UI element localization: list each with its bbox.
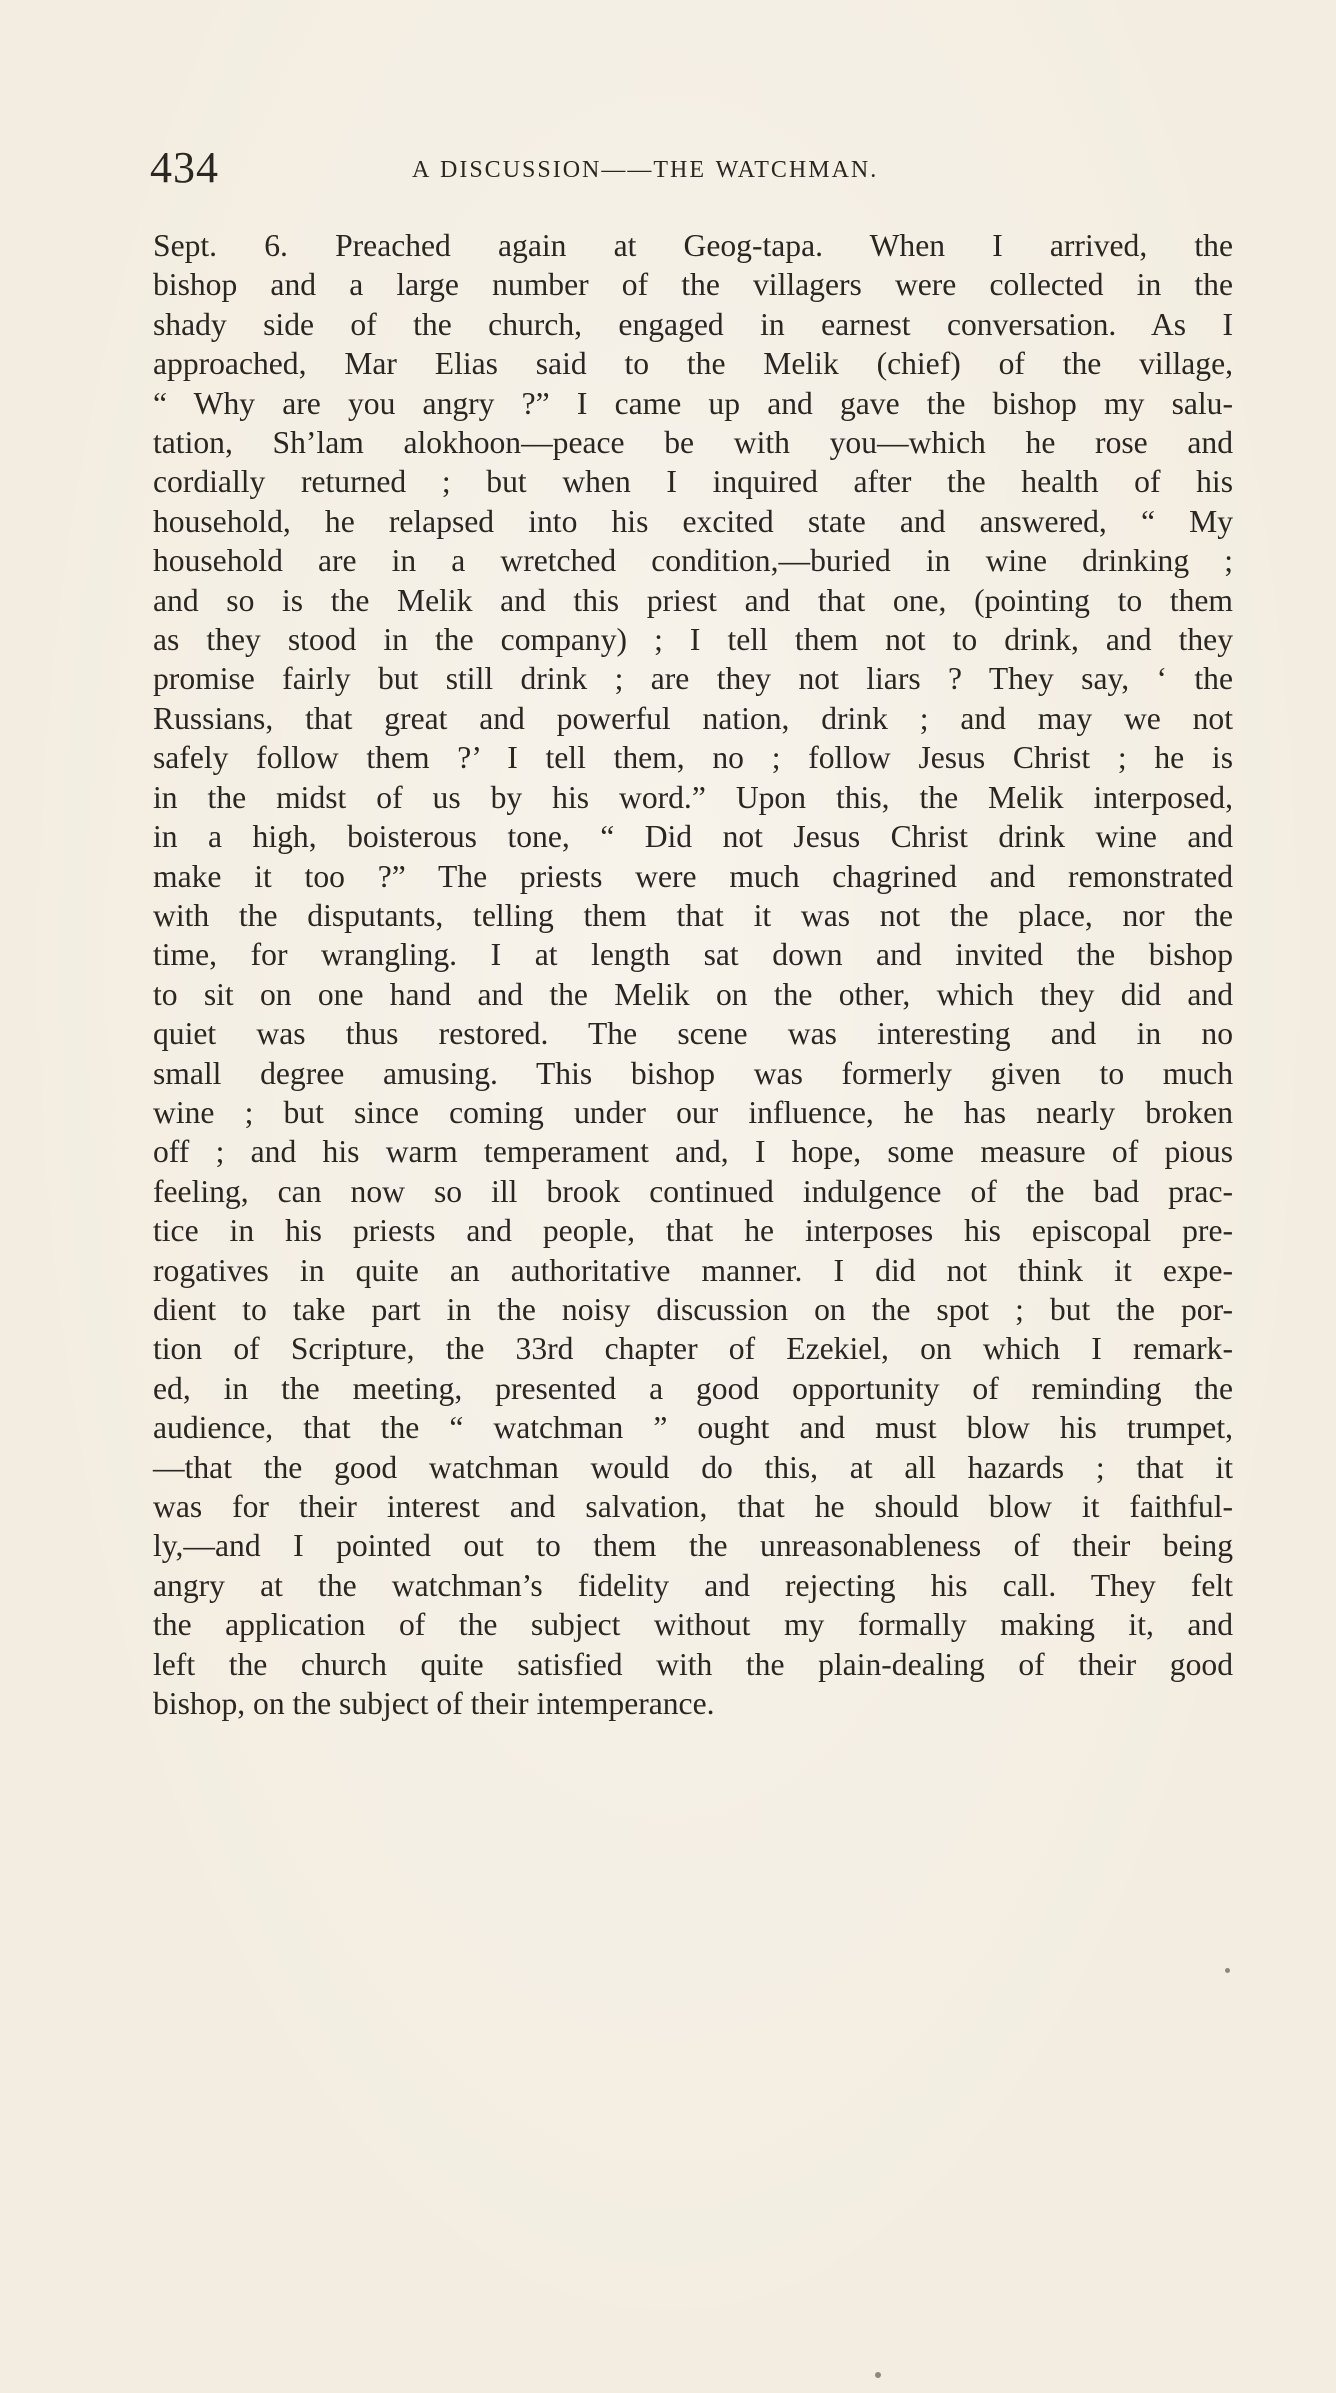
page-header xyxy=(150,138,1210,198)
text-line: as they stood in the company) ; I tell them not to drink, and they xyxy=(153,622,1233,658)
text-line: safely follow them ?’ I tell them, no ; follow Jesus Christ ; he is xyxy=(153,740,1233,776)
paper-speck xyxy=(1225,1968,1230,1973)
text-line: household are in a wretched condition,—buried in wine drinking ; xyxy=(153,543,1233,579)
text-line: “ Why are you angry ?” I came up and gave the bishop my salu- xyxy=(153,385,1233,421)
text-line: feeling, can now so ill brook continued indulgence of the bad prac- xyxy=(153,1173,1233,1209)
text-line: ly,—and I pointed out to them the unreasonableness of their being xyxy=(153,1528,1233,1564)
text-line: off ; and his warm temperament and, I hope, some measure of pious xyxy=(153,1134,1233,1170)
text-line: in the midst of us by his word.” Upon this, the Melik interposed, xyxy=(153,779,1233,815)
text-line: tation, Sh’lam alokhoon—peace be with you—which he rose and xyxy=(153,425,1233,461)
text-line: cordially returned ; but when I inquired after the health of his xyxy=(153,464,1233,500)
text-line: tion of Scripture, the 33rd chapter of Ezekiel, on which I remark- xyxy=(153,1331,1233,1367)
text-line: time, for wrangling. I at length sat down and invited the bishop xyxy=(153,937,1233,973)
text-line: bishop and a large number of the villagers were collected in the xyxy=(153,267,1233,303)
text-line: and so is the Melik and this priest and that one, (pointing to them xyxy=(153,582,1233,618)
text-line: wine ; but since coming under our influence, he has nearly broken xyxy=(153,1094,1233,1130)
text-line: was for their interest and salvation, that he should blow it faithful- xyxy=(153,1489,1233,1524)
text-line: small degree amusing. This bishop was formerly given to much xyxy=(153,1055,1233,1091)
body-paragraph xyxy=(153,226,1233,1723)
text-line: in a high, boisterous tone, “ Did not Jesus Christ drink wine and xyxy=(153,819,1233,855)
text-line: Sept. 6. Preached again at Geog-tapa. When I arrived, the xyxy=(153,228,1233,263)
text-line: left the church quite satisfied with the plain-dealing of their good xyxy=(153,1646,1233,1682)
text-line: angry at the watchman’s fidelity and rejecting his call. They felt xyxy=(153,1567,1233,1603)
text-line: rogatives in quite an authoritative manner. I did not think it expe- xyxy=(153,1252,1233,1288)
text-line: tice in his priests and people, that he interposes his episcopal pre- xyxy=(153,1213,1233,1249)
text-line: dient to take part in the noisy discussion on the spot ; but the por- xyxy=(153,1291,1233,1327)
text-line: audience, that the “ watchman ” ought and must blow his trumpet, xyxy=(153,1410,1233,1446)
page-number: 434 xyxy=(150,143,219,192)
text-line: promise fairly but still drink ; are they not liars ? They say, ‘ the xyxy=(153,661,1233,697)
text-line: the application of the subject without my formally making it, and xyxy=(153,1607,1233,1643)
text-line: —that the good watchman would do this, at all hazards ; that it xyxy=(153,1449,1233,1485)
text-line: make it too ?” The priests were much chagrined and remonstrated xyxy=(153,858,1233,894)
text-line: bishop, on the subject of their intemperance. xyxy=(153,1686,715,1722)
text-line: to sit on one hand and the Melik on the other, which they did and xyxy=(153,976,1233,1012)
running-head: A DISCUSSION——THE WATCHMAN. xyxy=(412,157,879,183)
text-line: shady side of the church, engaged in earnest conversation. As I xyxy=(153,306,1233,342)
text-line: approached, Mar Elias said to the Melik (chief) of the village, xyxy=(153,346,1233,382)
text-line: household, he relapsed into his excited state and answered, “ My xyxy=(153,503,1233,539)
text-line: quiet was thus restored. The scene was interesting and in no xyxy=(153,1016,1233,1052)
text-line: Russians, that great and powerful nation, drink ; and may we not xyxy=(153,700,1233,736)
paper-speck xyxy=(875,2372,881,2378)
text-line: ed, in the meeting, presented a good opportunity of reminding the xyxy=(153,1370,1233,1406)
text-line: with the disputants, telling them that it was not the place, nor the xyxy=(153,897,1233,933)
